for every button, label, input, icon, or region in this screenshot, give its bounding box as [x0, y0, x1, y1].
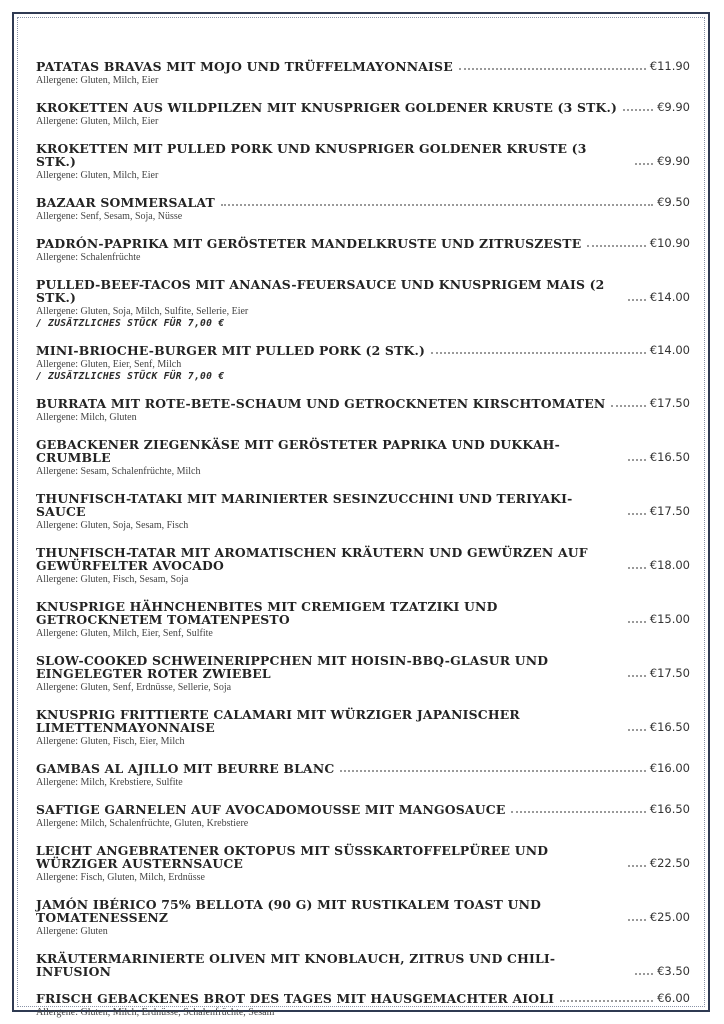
menu-item-row	[36, 992, 690, 1005]
allergen-info: Allergene: Milch, Schalenfrüchte, Gluten, Krebstiere	[36, 818, 249, 829]
dot-leader	[628, 865, 646, 867]
allergen-info: Allergene: Sesam, Schalenfrüchte, Milch	[36, 466, 201, 477]
menu-item	[36, 546, 690, 586]
dish-name: LEICHT ANGEBRATENER OKTOPUS MIT SÜSSKARTOFFELPÜREE UND WÜRZIGER AUSTERNSAUCE	[36, 843, 549, 871]
dish-name: FRISCH GEBACKENES BROT DES TAGES MIT HAUSGEMACHTER AIOLI	[36, 991, 555, 1006]
dish-price: €15.00	[649, 612, 690, 626]
allergen-info: Allergene: Gluten, Fisch, Sesam, Soja	[36, 574, 189, 585]
dish-name: THUNFISCH-TATAR MIT AROMATISCHEN KRÄUTERN UND GEWÜRZEN AUF GEWÜRFELTER AVOCADO	[36, 545, 588, 573]
dot-leader	[340, 770, 645, 772]
dot-leader	[628, 729, 646, 731]
menu-item-row	[36, 196, 690, 209]
menu-item-row	[36, 438, 690, 464]
menu-item	[36, 492, 690, 532]
menu-item-row	[36, 654, 690, 680]
menu-item	[36, 803, 690, 830]
menu-item	[36, 438, 690, 478]
allergen-info: Allergene: Gluten, Soja, Sesam, Fisch	[36, 520, 189, 531]
menu-item	[36, 762, 690, 789]
dish-price: €11.90	[649, 59, 690, 73]
dish-price: €10.90	[649, 236, 690, 250]
dish-price: €14.00	[649, 343, 690, 357]
menu-page	[12, 12, 710, 1018]
dish-name: KROKETTEN MIT PULLED PORK UND KNUSPRIGER GOLDENER KRUSTE (3 STK.)	[36, 141, 587, 169]
allergen-info: Allergene: Gluten, Senf, Erdnüsse, Sellerie, Soja	[36, 682, 232, 693]
allergen-info: Allergene: Gluten, Milch, Eier	[36, 116, 159, 127]
dish-name: PULLED-BEEF-TACOS MIT ANANAS-FEUERSAUCE UND KNUSPRIGEM MAIS (2 STK.)	[36, 277, 605, 305]
menu-item	[36, 898, 690, 938]
dish-price: €14.00	[649, 290, 690, 304]
dish-price: €25.00	[649, 910, 690, 924]
dish-price: €17.50	[649, 666, 690, 680]
dish-name: GAMBAS AL AJILLO MIT BEURRE BLANC	[36, 761, 335, 776]
dish-name: PADRÓN-PAPRIKA MIT GERÖSTETER MANDELKRUSTE UND ZITRUSZESTE	[36, 236, 582, 251]
allergen-info: Allergene: Gluten	[36, 926, 108, 937]
menu-item-row	[36, 844, 690, 870]
menu-item	[36, 278, 690, 330]
menu-item-row	[36, 101, 690, 114]
dish-price: €17.50	[649, 504, 690, 518]
allergen-info: Allergene: Gluten, Milch, Eier	[36, 170, 159, 181]
allergen-info: Allergene: Schalenfrüchte	[36, 252, 141, 263]
menu-item-row	[36, 762, 690, 775]
dot-leader	[511, 811, 645, 813]
dot-leader	[611, 405, 645, 407]
menu-item	[36, 654, 690, 694]
dot-leader	[431, 352, 646, 354]
menu-item-row	[36, 952, 690, 978]
extra-piece-note: / ZUSÄTZLICHES STÜCK FÜR 7,00 €	[36, 371, 225, 382]
dot-leader	[560, 1000, 653, 1002]
allergen-info: Allergene: Senf, Sesam, Soja, Nüsse	[36, 211, 183, 222]
menu-item-row	[36, 278, 690, 304]
dish-price: €6.00	[657, 991, 690, 1005]
dish-name: KNUSPRIG FRITTIERTE CALAMARI MIT WÜRZIGER JAPANISCHER LIMETTENMAYONNAISE	[36, 707, 520, 735]
menu-item-row	[36, 600, 690, 626]
dish-price: €9.90	[657, 154, 690, 168]
menu-item	[36, 237, 690, 264]
dish-name: KRÄUTERMARINIERTE OLIVEN MIT KNOBLAUCH, ZITRUS UND CHILI-INFUSION	[36, 951, 556, 979]
dish-price: €16.50	[649, 450, 690, 464]
menu-item-row	[36, 142, 690, 168]
menu-item	[36, 101, 690, 128]
dish-name: THUNFISCH-TATAKI MIT MARINIERTER SESINZUCCHINI UND TERIYAKI-SAUCE	[36, 491, 573, 519]
dish-price: €9.50	[657, 195, 690, 209]
allergen-info: Allergene: Gluten, Milch, Erdnüsse, Schalenfrüchte, Sesam	[36, 1007, 275, 1018]
menu-item-row	[36, 708, 690, 734]
extra-piece-note: / ZUSÄTZLICHES STÜCK FÜR 7,00 €	[36, 318, 225, 329]
menu-item-row	[36, 60, 690, 73]
dish-price: €16.50	[649, 720, 690, 734]
menu-list	[36, 60, 690, 1019]
menu-item	[36, 344, 690, 383]
dot-leader	[628, 675, 646, 677]
allergen-info: Allergene: Gluten, Milch, Eier	[36, 75, 159, 86]
dish-price: €16.00	[649, 761, 690, 775]
menu-item	[36, 196, 690, 223]
dish-name: MINI-BRIOCHE-BURGER MIT PULLED PORK (2 STK.)	[36, 343, 426, 358]
dot-leader	[587, 245, 645, 247]
dot-leader	[635, 163, 653, 165]
dot-leader	[221, 204, 653, 206]
dish-price: €18.00	[649, 558, 690, 572]
menu-item-row	[36, 803, 690, 816]
menu-item-row	[36, 546, 690, 572]
dot-leader	[628, 919, 646, 921]
dot-leader	[628, 567, 646, 569]
menu-item	[36, 992, 690, 1019]
dish-name: GEBACKENER ZIEGENKÄSE MIT GERÖSTETER PAPRIKA UND DUKKAH-CRUMBLE	[36, 437, 560, 465]
menu-item	[36, 708, 690, 748]
menu-item-row	[36, 898, 690, 924]
allergen-info: Allergene: Gluten, Fisch, Eier, Milch	[36, 736, 185, 747]
allergen-info: Allergene: Milch, Gluten	[36, 412, 137, 423]
dish-price: €17.50	[649, 396, 690, 410]
dish-name: KROKETTEN AUS WILDPILZEN MIT KNUSPRIGER GOLDENER KRUSTE (3 STK.)	[36, 100, 618, 115]
menu-item	[36, 142, 690, 182]
dot-leader	[628, 299, 646, 301]
dot-leader	[459, 68, 646, 70]
dot-leader	[628, 513, 646, 515]
menu-item	[36, 600, 690, 640]
menu-item-row	[36, 344, 690, 357]
allergen-info: Allergene: Gluten, Soja, Milch, Sulfite, Sellerie, Eier	[36, 306, 249, 317]
menu-item	[36, 952, 690, 978]
menu-item	[36, 844, 690, 884]
dish-name: PATATAS BRAVAS MIT MOJO UND TRÜFFELMAYONNAISE	[36, 59, 453, 74]
menu-item-row	[36, 237, 690, 250]
menu-item	[36, 397, 690, 424]
dish-name: BAZAAR SOMMERSALAT	[36, 195, 215, 210]
dot-leader	[628, 621, 646, 623]
dot-leader	[635, 973, 653, 975]
dish-price: €9.90	[657, 100, 690, 114]
dish-name: SAFTIGE GARNELEN AUF AVOCADOMOUSSE MIT MANGOSAUCE	[36, 802, 506, 817]
dot-leader	[623, 109, 653, 111]
allergen-info: Allergene: Gluten, Eier, Senf, Milch	[36, 359, 182, 370]
dish-name: KNUSPRIGE HÄHNCHENBITES MIT CREMIGEM TZATZIKI UND GETROCKNETEM TOMATENPESTO	[36, 599, 498, 627]
dish-name: JAMÓN IBÉRICO 75% BELLOTA (90 G) MIT RUSTIKALEM TOAST UND TOMATENESSENZ	[36, 897, 542, 925]
allergen-info: Allergene: Gluten, Milch, Eier, Senf, Sulfite	[36, 628, 213, 639]
dish-name: BURRATA MIT ROTE-BETE-SCHAUM UND GETROCKNETEN KIRSCHTOMATEN	[36, 396, 606, 411]
dish-price: €16.50	[649, 802, 690, 816]
dish-price: €22.50	[649, 856, 690, 870]
allergen-info: Allergene: Fisch, Gluten, Milch, Erdnüsse	[36, 872, 205, 883]
dot-leader	[628, 459, 646, 461]
dish-name: SLOW-COOKED SCHWEINERIPPCHEN MIT HOISIN-BBQ-GLASUR UND EINGELEGTER ROTER ZWIEBEL	[36, 653, 549, 681]
menu-item-row	[36, 492, 690, 518]
menu-item-row	[36, 397, 690, 410]
dish-price: €3.50	[657, 964, 690, 978]
allergen-info: Allergene: Milch, Krebstiere, Sulfite	[36, 777, 183, 788]
menu-item	[36, 60, 690, 87]
